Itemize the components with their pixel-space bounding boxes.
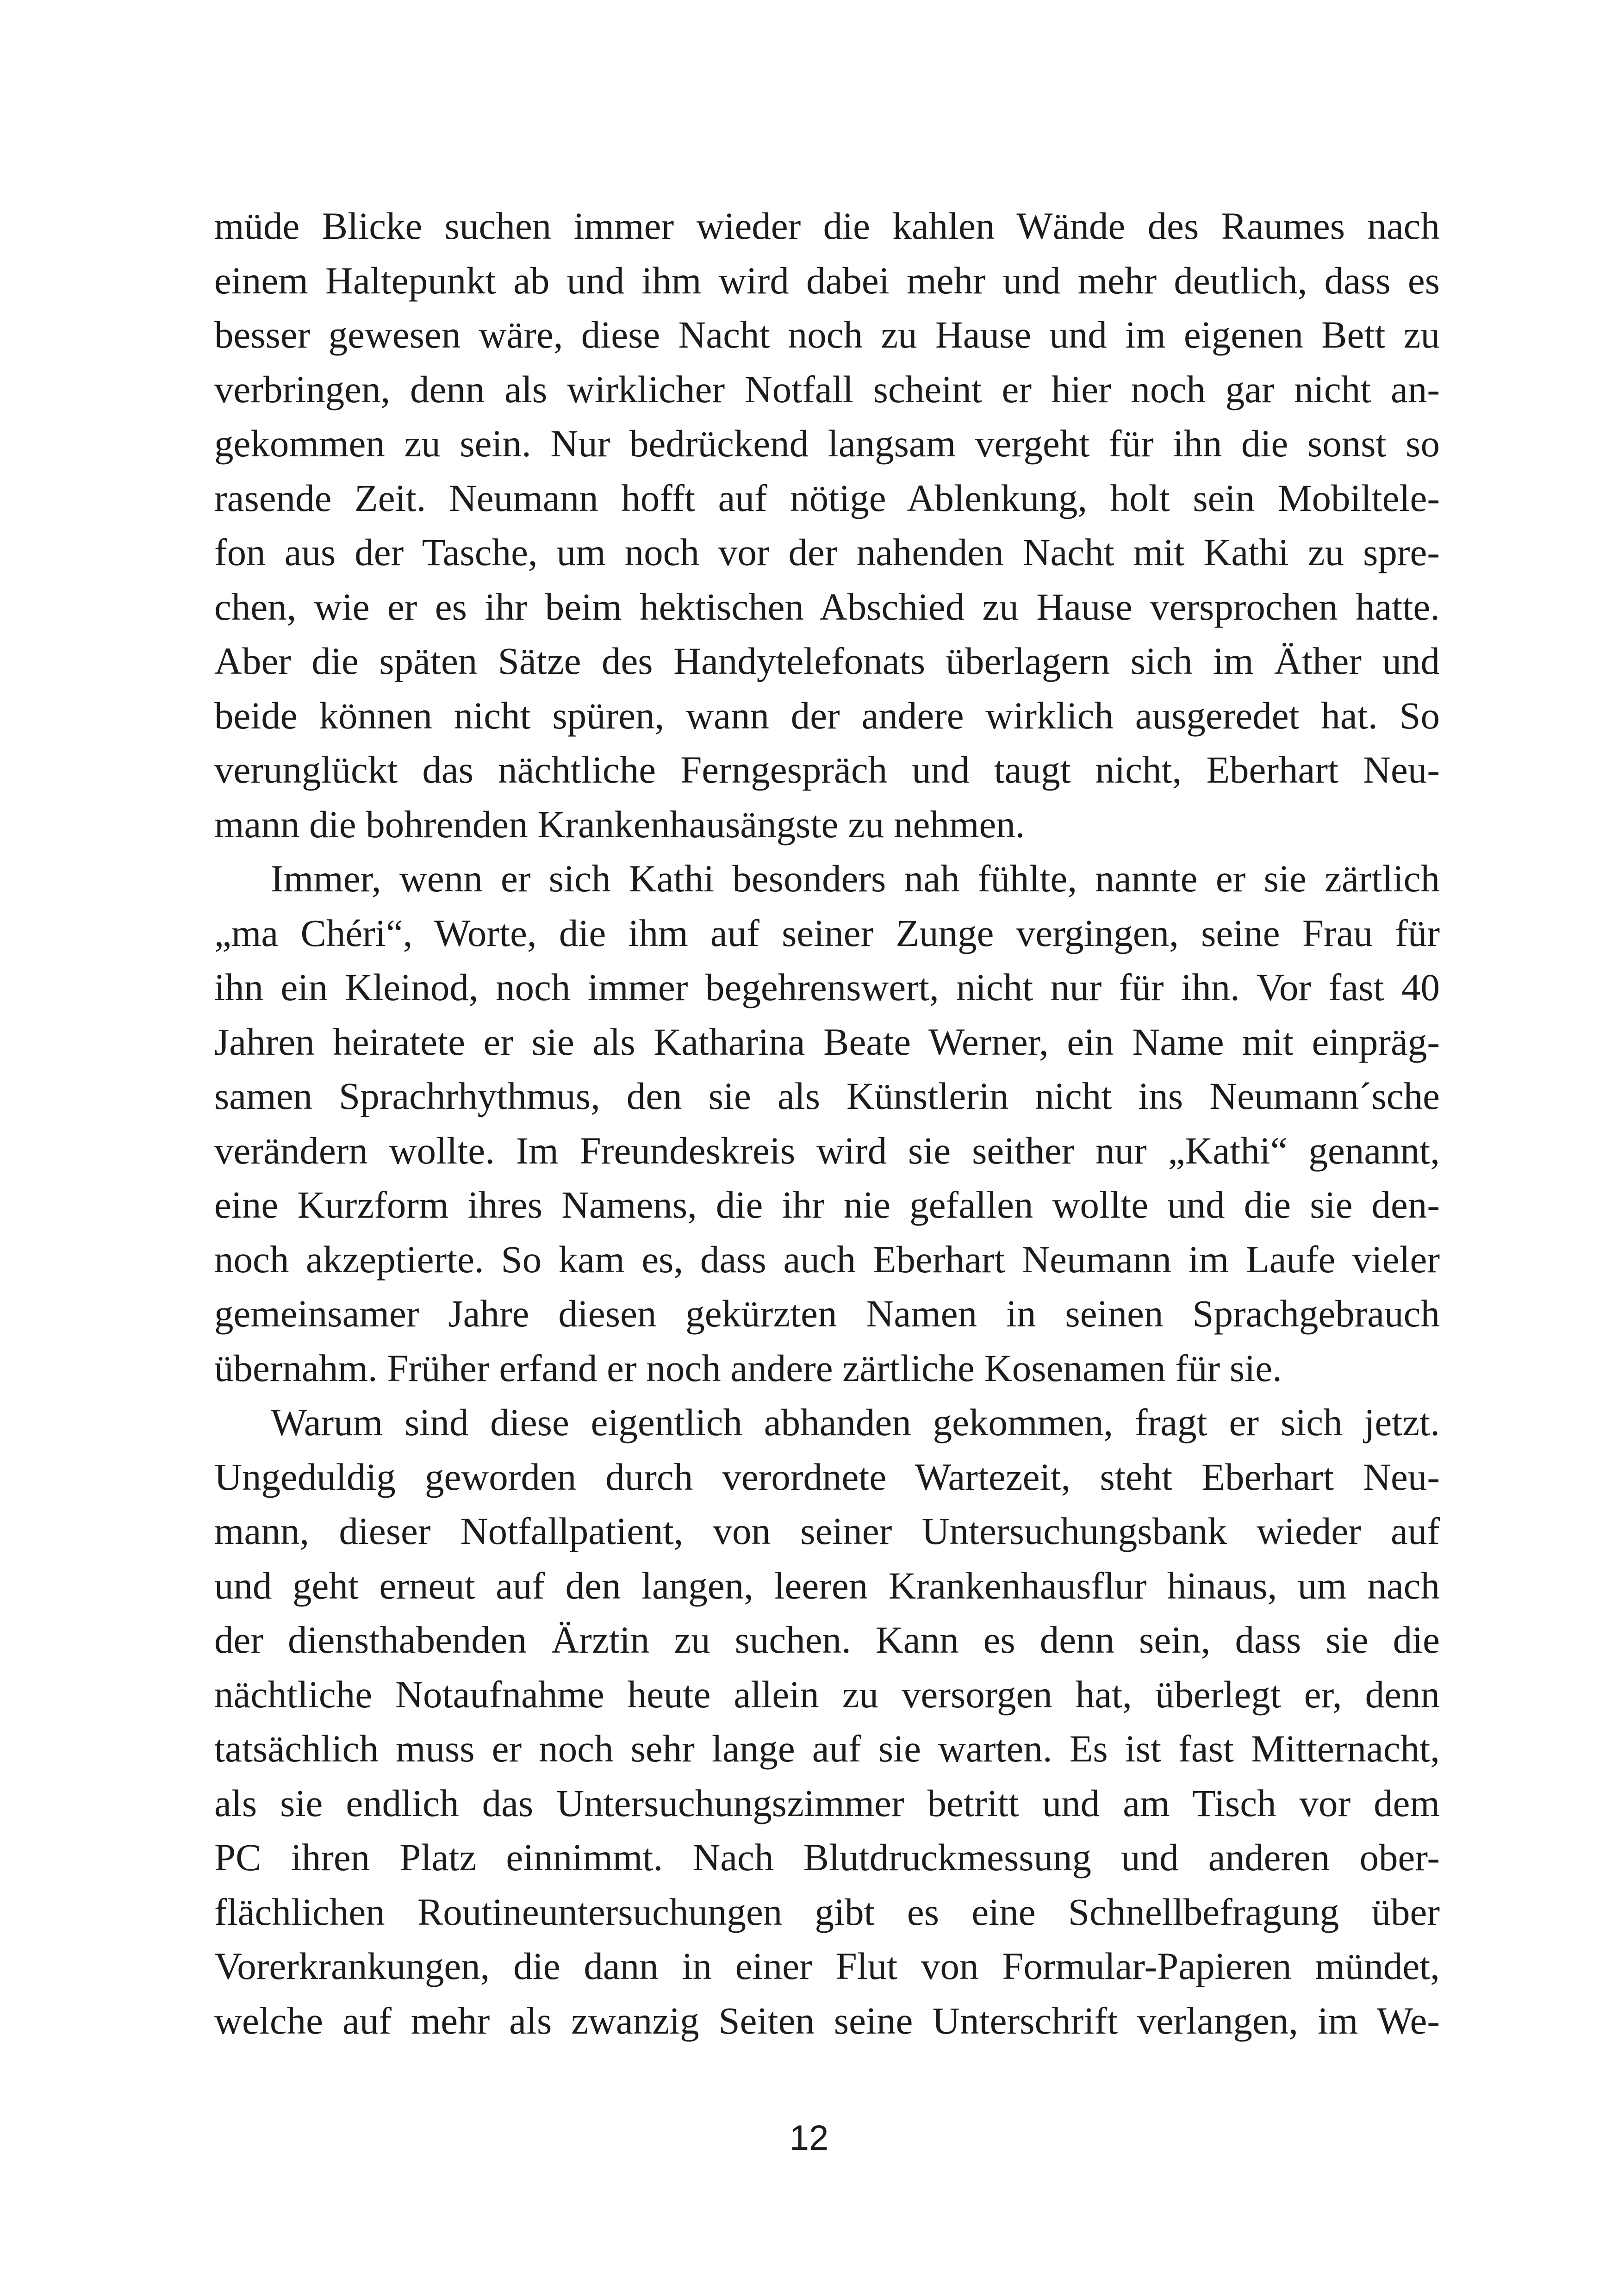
text-line: PC ihren Platz einnimmt. Nach Blutdruckmessung und anderen ober- (214, 1836, 1440, 1879)
text-line: müde Blicke suchen immer wieder die kahlen Wände des Raumes nach (214, 205, 1440, 247)
text-line: samen Sprachrhythmus, den sie als Künstlerin nicht ins Neumann´sche (214, 1075, 1440, 1117)
text-line: noch akzeptierte. So kam es, dass auch Eberhart Neumann im Laufe vieler (214, 1238, 1440, 1281)
text-line: „ma Chéri“, Worte, die ihm auf seiner Zunge vergingen, seine Frau für (214, 911, 1440, 954)
page-number: 12 (789, 2118, 829, 2158)
text-line: nächtliche Notaufnahme heute allein zu versorgen hat, überlegt er, denn (214, 1673, 1440, 1716)
text-line: rasende Zeit. Neumann hofft auf nötige Ablenkung, holt sein Mobiltele- (214, 476, 1440, 519)
text-line: Warum sind diese eigentlich abhanden gekommen, fragt er sich jetzt. (271, 1401, 1440, 1444)
text-line: ihn ein Kleinod, noch immer begehrenswert, nicht nur für ihn. Vor fast 40 (214, 966, 1440, 1008)
text-line: Vorerkrankungen, die dann in einer Flut von Formular-Papieren mündet, (214, 1945, 1440, 1987)
text-line: chen, wie er es ihr beim hektischen Abschied zu Hause versprochen hatte. (214, 585, 1440, 628)
text-line: welche auf mehr als zwanzig Seiten seine Unterschrift verlangen, im We- (214, 1999, 1440, 2042)
text-line: fon aus der Tasche, um noch vor der nahenden Nacht mit Kathi zu spre- (214, 531, 1440, 573)
text-line: Immer, wenn er sich Kathi besonders nah fühlte, nannte er sie zärtlich (271, 857, 1440, 900)
paragraph-3 (214, 1395, 1440, 2048)
text-line: gekommen zu sein. Nur bedrückend langsam vergeht für ihn die sonst so (214, 422, 1440, 465)
text-line: tatsächlich muss er noch sehr lange auf sie warten. Es ist fast Mitternacht, (214, 1727, 1440, 1770)
text-line: Ungeduldig geworden durch verordnete Wartezeit, steht Eberhart Neu- (214, 1455, 1440, 1498)
text-line: Aber die späten Sätze des Handytelefonats überlagern sich im Äther und (214, 640, 1440, 682)
text-line: eine Kurzform ihres Namens, die ihr nie gefallen wollte und die sie den- (214, 1183, 1440, 1226)
text-line: Jahren heiratete er sie als Katharina Beate Werner, ein Name mit einpräg- (214, 1020, 1440, 1063)
text-line: verändern wollte. Im Freundeskreis wird sie seither nur „Kathi“ genannt, (214, 1129, 1440, 1172)
text-line: flächlichen Routineuntersuchungen gibt es eine Schnellbefragung über (214, 1890, 1440, 1933)
text-line: als sie endlich das Untersuchungszimmer betritt und am Tisch vor dem (214, 1781, 1440, 1824)
text-line: einem Haltepunkt ab und ihm wird dabei mehr und mehr deutlich, dass es (214, 259, 1440, 302)
text-line: mann, dieser Notfallpatient, von seiner Untersuchungsbank wieder auf (214, 1510, 1440, 1552)
body-text (214, 199, 1440, 2048)
paragraph-2 (214, 852, 1440, 1395)
text-line: verunglückt das nächtliche Ferngespräch und taugt nicht, Eberhart Neu- (214, 748, 1440, 791)
text-line: verbringen, denn als wirklicher Notfall scheint er hier noch gar nicht an- (214, 367, 1440, 411)
text-line: beide können nicht spüren, wann der andere wirklich ausgeredet hat. So (214, 694, 1440, 737)
text-line: übernahm. Früher erfand er noch andere zärtliche Kosenamen für sie. (214, 1346, 1282, 1389)
text-line: gemeinsamer Jahre diesen gekürzten Namen in seinen Sprachgebrauch (214, 1292, 1440, 1335)
text-line: besser gewesen wäre, diese Nacht noch zu Hause und im eigenen Bett zu (214, 313, 1440, 356)
paragraph-1 (214, 199, 1440, 852)
text-line: und geht erneut auf den langen, leeren Krankenhausflur hinaus, um nach (214, 1564, 1440, 1607)
text-line: mann die bohrenden Krankenhausängste zu nehmen. (214, 803, 1025, 846)
text-line: der diensthabenden Ärztin zu suchen. Kann es denn sein, dass sie die (214, 1618, 1440, 1661)
